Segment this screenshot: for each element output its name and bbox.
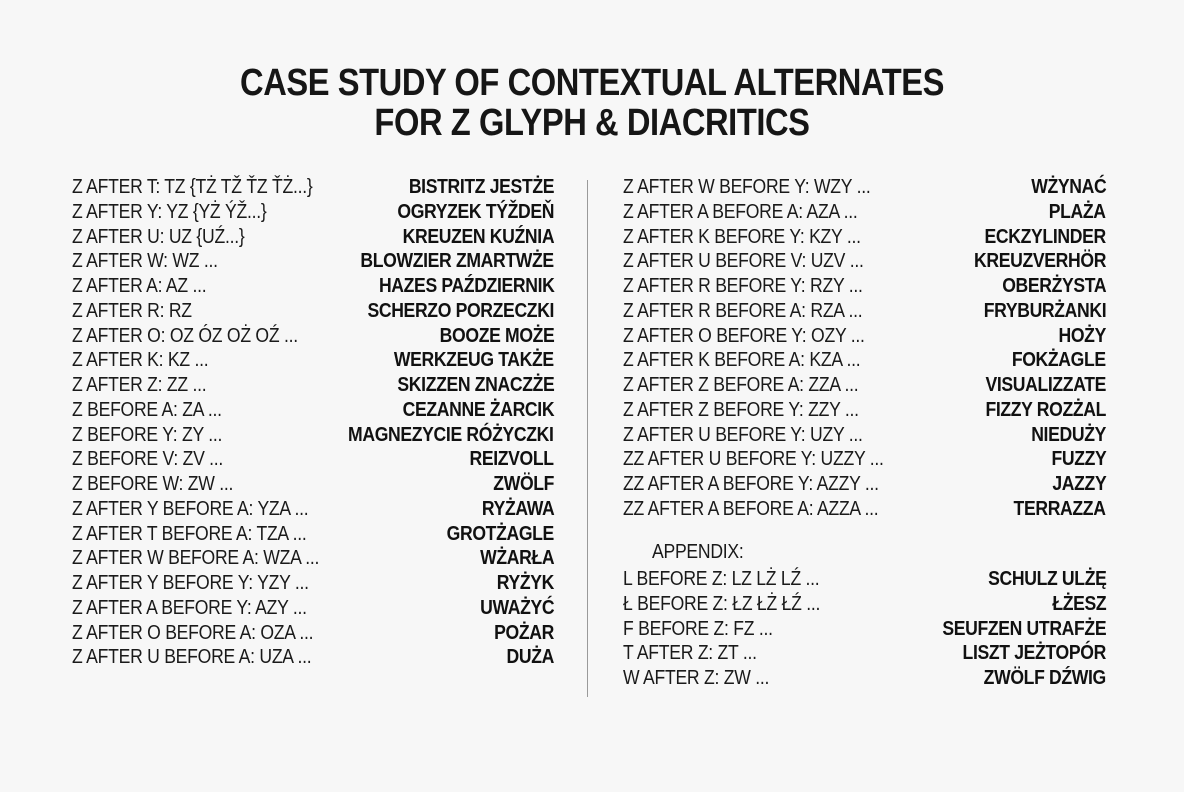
example-word: BISTRITZ JESTŻE: [408, 176, 554, 198]
example-word: FOKŻAGLE: [1012, 349, 1106, 372]
rule-label: Z BEFORE W: ZW ...: [72, 473, 234, 495]
example-word: ECKZYLINDER: [984, 225, 1106, 248]
list-item: [623, 447, 1106, 472]
example-word: HOŻY: [1058, 324, 1106, 347]
example-word: ŁŻESZ: [1052, 592, 1106, 615]
rule-label: Z AFTER R BEFORE Y: RZY ...: [623, 275, 863, 297]
rule-label: Z AFTER T BEFORE A: TZA ...: [72, 522, 307, 545]
rule-label: Z AFTER U BEFORE V: UZV ...: [623, 250, 864, 273]
list-item: [72, 472, 554, 497]
example-word: WERKZEUG TAKŻE: [394, 349, 554, 372]
list-item: [72, 324, 554, 349]
list-item: [72, 497, 554, 522]
rule-label: Z AFTER U: UZ {UŹ...}: [72, 225, 245, 248]
example-word: SEUFZEN UTRAFŻE: [942, 617, 1106, 640]
list-item: [72, 225, 554, 250]
example-word: MAGNEZYCIE RÓŻYCZKI: [348, 423, 554, 446]
example-word: OGRYZEK TÝŽDEŇ: [397, 200, 554, 223]
appendix-column: [623, 567, 1106, 691]
list-item: [623, 373, 1106, 398]
example-word: TERRAZZA: [1013, 497, 1106, 520]
list-item: [623, 497, 1106, 522]
example-word: VISUALIZZATE: [985, 374, 1106, 396]
page-title: [83, 63, 1101, 143]
list-item: [72, 249, 554, 274]
rule-label: Z AFTER A BEFORE Y: AZY ...: [72, 596, 307, 619]
rule-label: ZZ AFTER A BEFORE Y: AZZY ...: [623, 473, 879, 495]
example-word: BOOZE MOŻE: [439, 324, 554, 347]
rule-label: Z AFTER K BEFORE A: KZA ...: [623, 349, 861, 372]
list-item: [72, 645, 554, 670]
list-item: [72, 200, 554, 225]
example-word: BLOWZIER ZMARTWŻE: [360, 250, 554, 273]
list-item: [623, 472, 1106, 497]
example-word: KREUZEN KUŹNIA: [402, 225, 554, 248]
list-item: [72, 571, 554, 596]
example-word: GROTŻAGLE: [446, 522, 554, 545]
rule-label: Z AFTER O BEFORE A: OZA ...: [72, 621, 314, 644]
rule-label: F BEFORE Z: FZ ...: [623, 617, 773, 640]
list-item: [623, 299, 1106, 324]
rule-label: Z AFTER W BEFORE Y: WZY ...: [623, 176, 871, 198]
rule-label: Z AFTER A BEFORE A: AZA ...: [623, 200, 858, 223]
example-word: KREUZVERHÖR: [973, 250, 1106, 273]
list-item: [72, 348, 554, 373]
list-item: [623, 592, 1106, 617]
list-item: [72, 546, 554, 571]
list-item: [72, 274, 554, 299]
rule-label: Z BEFORE Y: ZY ...: [72, 423, 223, 446]
list-item: [623, 225, 1106, 250]
list-item: [623, 398, 1106, 423]
list-item: [623, 200, 1106, 225]
list-item: [623, 567, 1106, 592]
list-item: [623, 249, 1106, 274]
example-word: FIZZY ROZŻAL: [985, 398, 1106, 421]
column-divider: [587, 180, 588, 697]
example-word: PLAŻA: [1049, 200, 1106, 223]
rule-label: Z AFTER A: AZ ...: [72, 275, 207, 297]
rule-label: Z AFTER U BEFORE Y: UZY ...: [623, 423, 863, 446]
rule-label: Z AFTER W BEFORE A: WZA ...: [72, 547, 320, 570]
list-item: [72, 447, 554, 472]
example-word: NIEDUŻY: [1031, 423, 1106, 446]
example-word: POŻAR: [494, 621, 554, 644]
list-item: [72, 299, 554, 324]
example-word: DUŻA: [506, 646, 554, 669]
rule-label: Z AFTER O BEFORE Y: OZY ...: [623, 324, 865, 347]
rule-label: Ł BEFORE Z: ŁZ ŁŻ ŁŹ ...: [623, 592, 821, 615]
example-word: ZWÖLF: [493, 473, 554, 495]
list-item: [623, 641, 1106, 666]
list-item: [72, 423, 554, 448]
list-item: [623, 324, 1106, 349]
example-word: LISZT JEŻTOPÓR: [962, 642, 1106, 665]
list-item: [72, 398, 554, 423]
rule-label: ZZ AFTER U BEFORE Y: UZZY ...: [623, 448, 884, 471]
example-word: RYŻAWA: [481, 497, 554, 520]
example-word: REIZVOLL: [469, 448, 554, 471]
rule-label: Z AFTER K BEFORE Y: KZY ...: [623, 225, 861, 248]
rule-label: Z AFTER R BEFORE A: RZA ...: [623, 299, 863, 322]
rule-label: Z AFTER Z: ZZ ...: [72, 374, 207, 396]
rule-label: Z AFTER Z BEFORE Y: ZZY ...: [623, 398, 859, 421]
rule-label: Z AFTER R: RZ: [72, 299, 192, 322]
appendix-heading: APPENDIX:: [652, 541, 744, 563]
example-word: CEZANNE ŻARCIK: [402, 398, 554, 421]
rule-label: Z AFTER T: TZ {TŻ TŽ ŤZ ŤŻ...}: [72, 176, 313, 198]
list-item: [72, 522, 554, 547]
title-line-1: CASE STUDY OF CONTEXTUAL ALTERNATES: [240, 62, 944, 104]
list-item: [72, 596, 554, 621]
left-column: [72, 175, 554, 670]
rule-label: Z AFTER K: KZ ...: [72, 349, 209, 372]
example-word: WŻYNAĆ: [1030, 176, 1106, 198]
rule-label: Z AFTER U BEFORE A: UZA ...: [72, 646, 312, 669]
example-word: ZWÖLF DŹWIG: [983, 667, 1106, 689]
rule-label: Z AFTER Y BEFORE Y: YZY ...: [72, 572, 309, 594]
example-word: WŻARŁA: [479, 547, 554, 570]
example-word: FUZZY: [1051, 448, 1106, 471]
example-word: SCHULZ ULŻĘ: [987, 568, 1106, 590]
example-word: SCHERZO PORZECZKI: [367, 299, 554, 322]
example-word: JAZZY: [1052, 473, 1106, 495]
list-item: [623, 666, 1106, 691]
rule-label: Z AFTER W: WZ ...: [72, 250, 218, 273]
rule-label: T AFTER Z: ZT ...: [623, 642, 757, 665]
right-column: [623, 175, 1106, 522]
rule-label: Z BEFORE V: ZV ...: [72, 448, 224, 471]
list-item: [72, 621, 554, 646]
rule-label: Z BEFORE A: ZA ...: [72, 398, 222, 421]
list-item: [623, 175, 1106, 200]
rule-label: ZZ AFTER A BEFORE A: AZZA ...: [623, 497, 879, 520]
example-word: RYŻYK: [496, 572, 554, 594]
example-word: SKIZZEN ZNACZŻE: [396, 374, 554, 396]
rule-label: W AFTER Z: ZW ...: [623, 667, 770, 689]
list-item: [72, 373, 554, 398]
example-word: UWAŻYĆ: [479, 596, 554, 619]
list-item: [623, 348, 1106, 373]
rule-label: Z AFTER Z BEFORE A: ZZA ...: [623, 374, 859, 396]
rule-label: Z AFTER O: OZ ÓZ OŻ OŹ ...: [72, 324, 298, 347]
list-item: [72, 175, 554, 200]
example-word: FRYBURŻANKI: [983, 299, 1106, 322]
list-item: [623, 617, 1106, 642]
list-item: [623, 274, 1106, 299]
example-word: OBERŻYSTA: [1001, 275, 1106, 297]
rule-label: Z AFTER Y BEFORE A: YZA ...: [72, 497, 309, 520]
list-item: [623, 423, 1106, 448]
example-word: HAZES PAŹDZIERNIK: [378, 275, 554, 297]
rule-label: Z AFTER Y: YZ {YŻ ÝŽ...}: [72, 200, 267, 223]
rule-label: L BEFORE Z: LZ LŻ LŹ ...: [623, 568, 820, 590]
title-line-2: FOR Z GLYPH & DIACRITICS: [374, 102, 810, 144]
